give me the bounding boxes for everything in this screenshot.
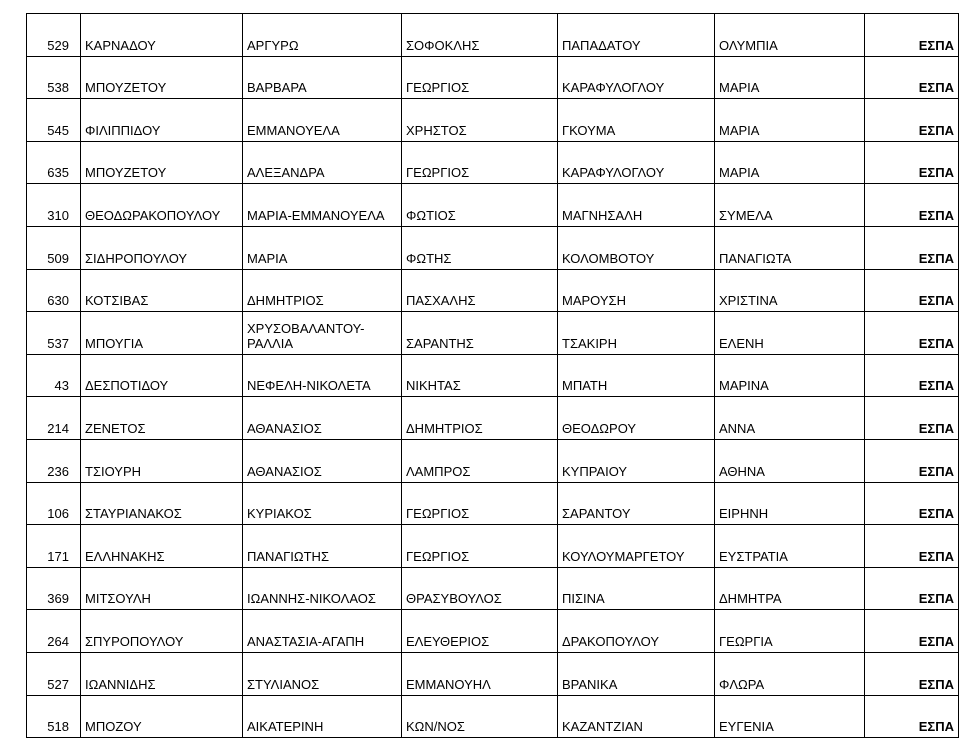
cell-program: ΕΣΠΑ [865, 99, 959, 142]
cell-mother-name: ΔΗΜΗΤΡΑ [715, 567, 865, 610]
table-row [27, 99, 959, 142]
cell-text-line: ΑΘΑΝΑΣΙΟΣ [247, 463, 322, 479]
cell-mother-surname: ΠΑΠΑΔΑΤΟΥ [558, 14, 715, 57]
cell-mother-name: ΣΥΜΕΛΑ [715, 184, 865, 227]
cell-mother-name: ΑΘΗΝΑ [715, 439, 865, 482]
cell-name [243, 397, 402, 440]
cell-mother-surname: ΚΑΡΑΦΥΛΟΓΛΟΥ [558, 141, 715, 184]
cell-mother-surname: ΚΟΥΛΟΥΜΑΡΓΕΤΟΥ [558, 525, 715, 568]
cell-name [243, 525, 402, 568]
cell-text-line: ΕΜΜΑΝΟΥΕΛΑ [247, 122, 340, 138]
cell-mother-surname: ΚΑΖΑΝΤΖΙΑΝ [558, 695, 715, 738]
cell-program: ΕΣΠΑ [865, 269, 959, 312]
cell-text-line: ΑΝΑΣΤΑΣΙΑ-ΑΓΑΠΗ [247, 633, 365, 649]
cell-surname: ΣΙΔΗΡΟΠΟΥΛΟΥ [81, 226, 243, 269]
cell-program: ΕΣΠΑ [865, 14, 959, 57]
cell-father-name: ΛΑΜΠΡΟΣ [402, 439, 558, 482]
cell-mother-surname: ΜΑΓΝΗΣΑΛΗ [558, 184, 715, 227]
cell-surname: ΣΤΑΥΡΙΑΝΑΚΟΣ [81, 482, 243, 525]
cell-text-line: ΜΑΡΙΑ [247, 250, 288, 266]
cell-father-name: ΓΕΩΡΓΙΟΣ [402, 482, 558, 525]
cell-mother-surname: ΓΚΟΥΜΑ [558, 99, 715, 142]
cell-mother-name: ΕΛΕΝΗ [715, 312, 865, 355]
cell-name [243, 14, 402, 57]
cell-mother-surname: ΚΑΡΑΦΥΛΟΓΛΟΥ [558, 56, 715, 99]
cell-name [243, 354, 402, 397]
cell-mother-surname: ΘΕΟΔΩΡΟΥ [558, 397, 715, 440]
cell-program: ΕΣΠΑ [865, 525, 959, 568]
cell-surname: ΜΠΟΥΖΕΤΟΥ [81, 141, 243, 184]
cell-mother-name: ΜΑΡΙΑ [715, 141, 865, 184]
cell-id: 630 [27, 269, 81, 312]
cell-surname: ΕΛΛΗΝΑΚΗΣ [81, 525, 243, 568]
cell-surname: ΚΟΤΣΙΒΑΣ [81, 269, 243, 312]
cell-name [243, 567, 402, 610]
cell-program: ΕΣΠΑ [865, 226, 959, 269]
cell-id: 529 [27, 14, 81, 57]
table-body [27, 14, 959, 738]
cell-text-line: ΡΑΛΛΙΑ [247, 335, 294, 351]
cell-id: 171 [27, 525, 81, 568]
cell-program: ΕΣΠΑ [865, 567, 959, 610]
cell-id: 369 [27, 567, 81, 610]
cell-father-name: ΦΩΤΙΟΣ [402, 184, 558, 227]
cell-surname: ΔΕΣΠΟΤΙΔΟΥ [81, 354, 243, 397]
cell-name [243, 99, 402, 142]
cell-name [243, 652, 402, 695]
cell-mother-surname: ΚΟΛΟΜΒΟΤΟΥ [558, 226, 715, 269]
cell-surname: ΘΕΟΔΩΡΑΚΟΠΟΥΛΟΥ [81, 184, 243, 227]
cell-text-line: ΑΘΑΝΑΣΙΟΣ [247, 420, 322, 436]
table-row [27, 56, 959, 99]
cell-father-name: ΓΕΩΡΓΙΟΣ [402, 525, 558, 568]
cell-mother-name: ΠΑΝΑΓΙΩΤΑ [715, 226, 865, 269]
cell-surname: ΖΕΝΕΤΟΣ [81, 397, 243, 440]
table-row [27, 482, 959, 525]
cell-mother-surname: ΤΣΑΚΙΡΗ [558, 312, 715, 355]
cell-mother-name: ΟΛΥΜΠΙΑ [715, 14, 865, 57]
table-row [27, 397, 959, 440]
cell-mother-name: ΕΥΣΤΡΑΤΙΑ [715, 525, 865, 568]
cell-mother-surname: ΣΑΡΑΝΤΟΥ [558, 482, 715, 525]
cell-name [243, 141, 402, 184]
cell-text-line: ΑΛΕΞΑΝΔΡΑ [247, 165, 325, 181]
table-row [27, 652, 959, 695]
cell-mother-surname: ΜΠΑΤΗ [558, 354, 715, 397]
cell-id: 518 [27, 695, 81, 738]
table-row [27, 610, 959, 653]
cell-father-name: ΝΙΚΗΤΑΣ [402, 354, 558, 397]
cell-mother-name: ΕΥΓΕΝΙΑ [715, 695, 865, 738]
cell-mother-name: ΓΕΩΡΓΙΑ [715, 610, 865, 653]
cell-program: ΕΣΠΑ [865, 56, 959, 99]
table-row [27, 567, 959, 610]
cell-mother-name: ΦΛΩΡΑ [715, 652, 865, 695]
cell-id: 538 [27, 56, 81, 99]
cell-name [243, 56, 402, 99]
table-row [27, 226, 959, 269]
cell-father-name: ΚΩΝ/ΝΟΣ [402, 695, 558, 738]
cell-id: 43 [27, 354, 81, 397]
cell-program: ΕΣΠΑ [865, 312, 959, 355]
cell-mother-surname: ΒΡΑΝΙΚΑ [558, 652, 715, 695]
cell-mother-name: ΜΑΡΙΝΑ [715, 354, 865, 397]
cell-surname: ΜΙΤΣΟΥΛΗ [81, 567, 243, 610]
cell-id: 537 [27, 312, 81, 355]
table-row [27, 141, 959, 184]
cell-text-line: ΑΙΚΑΤΕΡΙΝΗ [247, 719, 324, 735]
cell-father-name: ΓΕΩΡΓΙΟΣ [402, 141, 558, 184]
cell-father-name: ΣΟΦΟΚΛΗΣ [402, 14, 558, 57]
cell-father-name: ΘΡΑΣΥΒΟΥΛΟΣ [402, 567, 558, 610]
cell-surname: ΜΠΟΖΟΥ [81, 695, 243, 738]
cell-surname: ΚΑΡΝΑΔΟΥ [81, 14, 243, 57]
cell-id: 509 [27, 226, 81, 269]
cell-name [243, 269, 402, 312]
cell-mother-name: ΑΝΝΑ [715, 397, 865, 440]
cell-text-line: ΚΥΡΙΑΚΟΣ [247, 506, 312, 522]
cell-text-line: ΒΑΡΒΑΡΑ [247, 80, 307, 96]
table-row [27, 269, 959, 312]
cell-id: 106 [27, 482, 81, 525]
table-row [27, 312, 959, 355]
cell-text-line: ΙΩΑΝΝΗΣ-ΝΙΚΟΛΑΟΣ [247, 591, 376, 607]
cell-surname: ΜΠΟΥΓΙΑ [81, 312, 243, 355]
cell-father-name: ΠΑΣΧΑΛΗΣ [402, 269, 558, 312]
cell-father-name: ΧΡΗΣΤΟΣ [402, 99, 558, 142]
cell-surname: ΜΠΟΥΖΕΤΟΥ [81, 56, 243, 99]
table-row [27, 184, 959, 227]
cell-text-line: ΔΗΜΗΤΡΙΟΣ [247, 293, 324, 309]
cell-father-name: ΔΗΜΗΤΡΙΟΣ [402, 397, 558, 440]
cell-program: ΕΣΠΑ [865, 695, 959, 738]
cell-program: ΕΣΠΑ [865, 439, 959, 482]
cell-program: ΕΣΠΑ [865, 354, 959, 397]
cell-program: ΕΣΠΑ [865, 141, 959, 184]
cell-text-line: ΑΡΓΥΡΩ [247, 37, 299, 53]
cell-program: ΕΣΠΑ [865, 397, 959, 440]
cell-id: 236 [27, 439, 81, 482]
cell-program: ΕΣΠΑ [865, 482, 959, 525]
cell-surname: ΙΩΑΝΝΙΔΗΣ [81, 652, 243, 695]
cell-mother-surname: ΚΥΠΡΑΙΟΥ [558, 439, 715, 482]
cell-text-line: ΝΕΦΕΛΗ-ΝΙΚΟΛΕΤΑ [247, 378, 371, 394]
cell-father-name: ΦΩΤΗΣ [402, 226, 558, 269]
cell-surname: ΦΙΛΙΠΠΙΔΟΥ [81, 99, 243, 142]
cell-name [243, 312, 402, 355]
table-row [27, 695, 959, 738]
cell-father-name: ΓΕΩΡΓΙΟΣ [402, 56, 558, 99]
cell-father-name: ΕΛΕΥΘΕΡΙΟΣ [402, 610, 558, 653]
table-row [27, 354, 959, 397]
cell-id: 214 [27, 397, 81, 440]
cell-mother-name: ΜΑΡΙΑ [715, 99, 865, 142]
cell-name [243, 482, 402, 525]
cell-mother-name: ΕΙΡΗΝΗ [715, 482, 865, 525]
table-row [27, 439, 959, 482]
cell-text-line: ΣΤΥΛΙΑΝΟΣ [247, 676, 320, 692]
cell-mother-name: ΜΑΡΙΑ [715, 56, 865, 99]
table-row [27, 525, 959, 568]
cell-text-line: ΜΑΡΙΑ-ΕΜΜΑΝΟΥΕΛΑ [247, 207, 385, 223]
cell-mother-name: ΧΡΙΣΤΙΝΑ [715, 269, 865, 312]
cell-mother-surname: ΜΑΡΟΥΣΗ [558, 269, 715, 312]
cell-name [243, 610, 402, 653]
cell-name [243, 226, 402, 269]
cell-id: 545 [27, 99, 81, 142]
cell-name [243, 695, 402, 738]
cell-surname: ΣΠΥΡΟΠΟΥΛΟΥ [81, 610, 243, 653]
cell-id: 264 [27, 610, 81, 653]
cell-id: 527 [27, 652, 81, 695]
cell-name [243, 184, 402, 227]
cell-program: ΕΣΠΑ [865, 652, 959, 695]
cell-name [243, 439, 402, 482]
applicants-table [26, 13, 959, 738]
cell-id: 310 [27, 184, 81, 227]
cell-program: ΕΣΠΑ [865, 610, 959, 653]
table-row [27, 14, 959, 57]
cell-text-line: ΠΑΝΑΓΙΩΤΗΣ [247, 548, 329, 564]
cell-mother-surname: ΠΙΣΙΝΑ [558, 567, 715, 610]
cell-program: ΕΣΠΑ [865, 184, 959, 227]
cell-father-name: ΣΑΡΑΝΤΗΣ [402, 312, 558, 355]
cell-surname: ΤΣΙΟΥΡΗ [81, 439, 243, 482]
cell-text-line: ΧΡΥΣΟΒΑΛΑΝΤΟΥ- [247, 320, 365, 336]
cell-id: 635 [27, 141, 81, 184]
cell-father-name: ΕΜΜΑΝΟΥΗΛ [402, 652, 558, 695]
cell-mother-surname: ΔΡΑΚΟΠΟΥΛΟΥ [558, 610, 715, 653]
